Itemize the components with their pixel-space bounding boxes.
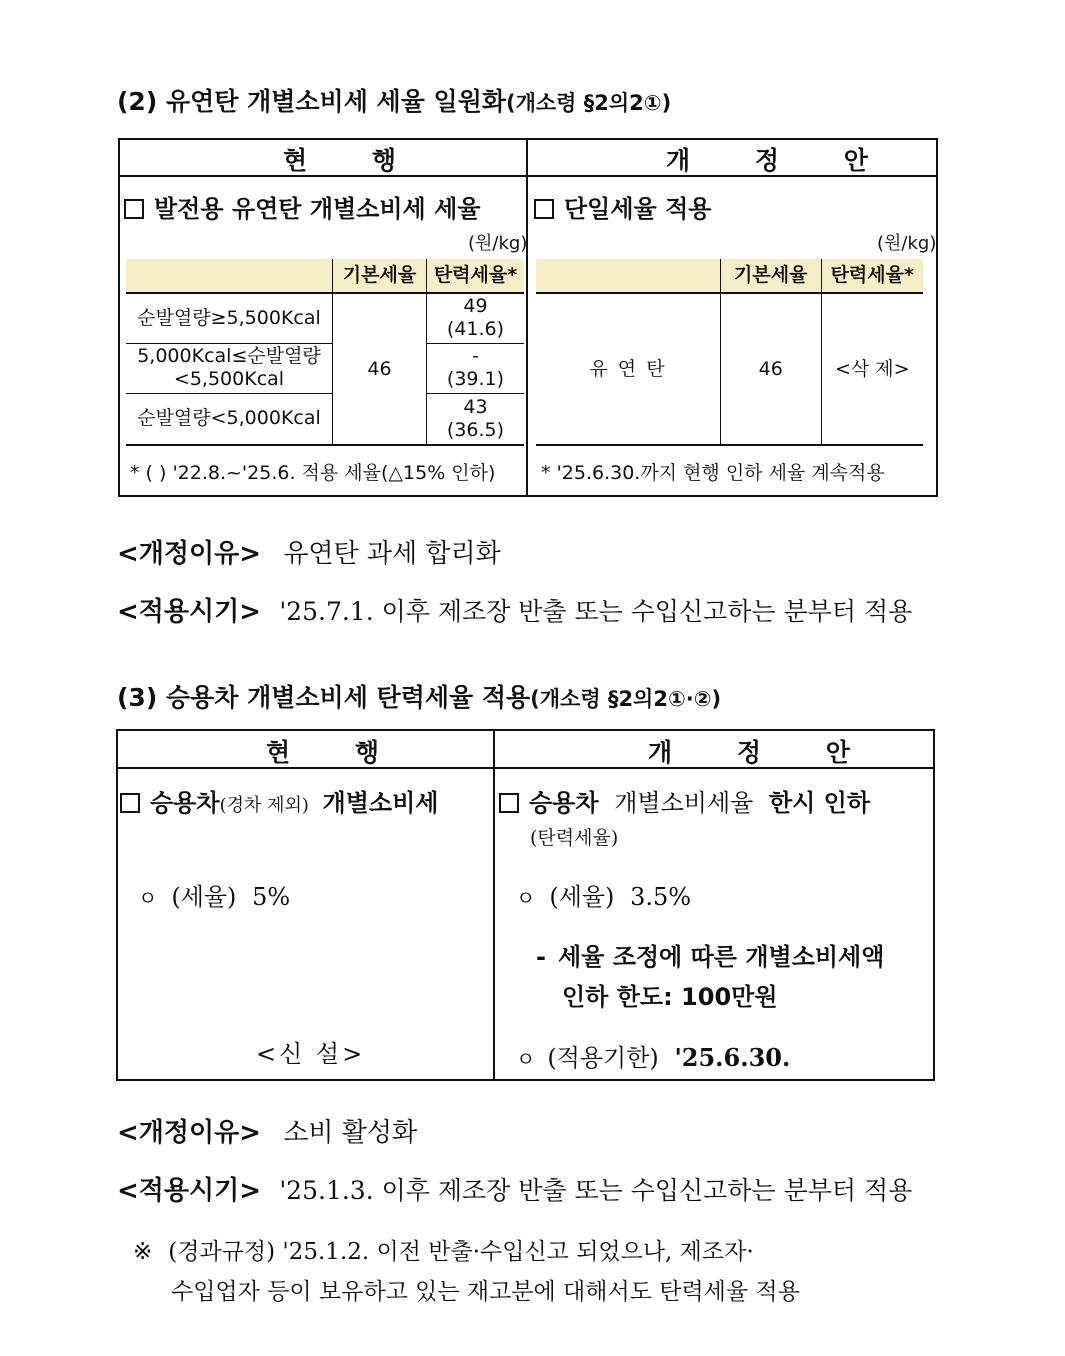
transition-line1: (경과규정) '25.1.2. 이전 반출·수입신고 되었으나, 제조자· — [168, 1239, 754, 1265]
reason-label: <개정이유> — [117, 539, 262, 569]
apply-text: '25.7.1. 이후 제조장 반출 또는 수입신고하는 분부터 적용 — [279, 597, 913, 626]
apply-label: <적용시기> — [117, 597, 262, 627]
section-2-current-unit: (원/kg) — [468, 233, 528, 254]
reason-label: <개정이유> — [117, 1118, 262, 1148]
section-3-current-item — [120, 783, 438, 818]
apply-label: <적용시기> — [117, 1176, 262, 1206]
section-3-title — [117, 678, 721, 714]
flex-rate-prev: (41.6) — [446, 318, 505, 341]
rate-value: 3.5% — [630, 883, 692, 911]
flex-rate-value: - — [472, 345, 479, 367]
rate-label: (세율) — [171, 883, 237, 911]
deadline-label: (적용기한) — [547, 1044, 659, 1072]
header-blank-cell — [536, 259, 720, 293]
item-vehicle: 승용차 — [529, 789, 599, 817]
item-vehicle: 승용차 — [150, 789, 220, 817]
item-temp-cut: 한시 인하 — [768, 789, 871, 817]
section-2-header-current: 현 행 — [283, 146, 425, 175]
section-3-current-rate — [138, 877, 290, 912]
apply-text: '25.1.3. 이후 제조장 반출 또는 수입신고하는 분부터 적용 — [279, 1176, 913, 1205]
base-rate-value: 46 — [333, 293, 427, 445]
header-flex-rate: 탄력세율* — [427, 259, 525, 293]
flex-rate-value: 49 — [463, 295, 488, 318]
circle-bullet-icon: ㅇ — [516, 886, 536, 910]
checkbox-square-icon — [499, 793, 519, 813]
section-3-ref: (개소령 §2의2①·②) — [530, 687, 722, 711]
section-3-header-current: 현 행 — [266, 738, 408, 767]
circle-bullet-icon: ㅇ — [138, 886, 158, 910]
section-3-title-text: (3) 승용차 개별소비세 탄력세율 적용 — [117, 683, 531, 712]
section-2-revised-item — [534, 189, 711, 224]
item-tax: 개별소비세 — [322, 789, 439, 817]
header-base-rate: 기본세율 — [720, 259, 821, 293]
section-3-revised-item-sub: (탄력세율) — [530, 827, 619, 849]
checkbox-square-icon — [120, 793, 140, 813]
section-2-revised-item-text: 단일세율 적용 — [564, 195, 712, 223]
section-3-revised-rate — [516, 877, 691, 912]
rate-label: (세율) — [549, 883, 615, 911]
section-3-revised-limit — [536, 937, 884, 972]
section-2-current-item — [124, 189, 480, 224]
section-2-header-revised: 개 정 안 — [666, 146, 896, 175]
flex-rate-value: 43 — [463, 395, 488, 418]
section-3-reason — [117, 1112, 417, 1149]
section-2-column-divider — [526, 138, 528, 497]
row-label: 순발열량≥5,500Kcal — [137, 306, 321, 329]
row-label: 유 연 탄 — [589, 357, 667, 380]
row-label: 순발열량<5,000Kcal — [137, 407, 321, 430]
section-2-current-note: * ( ) '22.8.~'25.6. 적용 세율(△15% 인하) — [130, 462, 496, 484]
section-3-column-divider — [493, 729, 495, 1081]
section-3-transition — [133, 1233, 754, 1266]
section-3-revised-item — [499, 783, 870, 818]
section-2-revised-note: * '25.6.30.까지 현행 인하 세율 계속적용 — [541, 462, 885, 484]
section-3-transition-line2: 수입업자 등이 보유하고 있는 재고분에 대해서도 탄력세율 적용 — [171, 1279, 800, 1305]
section-3-revised-limit-line2: 인하 한도: 100만원 — [562, 983, 778, 1011]
dash-bullet-icon: - — [536, 943, 546, 971]
base-rate-value: 46 — [720, 293, 821, 445]
section-2-apply — [117, 591, 912, 628]
row-label — [126, 343, 333, 393]
reason-text: 소비 활성화 — [283, 1118, 418, 1148]
section-3-apply — [117, 1170, 912, 1207]
section-2-revised-unit: (원/kg) — [877, 233, 937, 254]
flex-rate-cell — [427, 343, 525, 393]
limit-line1: 세율 조정에 따른 개별소비세액 — [557, 943, 885, 971]
circle-bullet-icon: ㅇ — [516, 1047, 536, 1071]
flex-rate-cell — [427, 293, 525, 343]
section-2-title-text: (2) 유연탄 개별소비세 세율 일원화 — [117, 87, 507, 116]
header-base-rate: 기본세율 — [333, 259, 427, 293]
section-2-current-rate-table — [126, 259, 524, 446]
row-label-line2: <5,500Kcal — [173, 368, 285, 390]
item-tax-rate: 개별소비세율 — [614, 789, 754, 817]
header-flex-rate: 탄력세율* — [821, 259, 923, 293]
flex-rate-prev: (36.5) — [446, 418, 505, 441]
section-2-reason — [117, 533, 501, 570]
flex-rate-value: <삭 제> — [821, 293, 923, 445]
rate-value: 5% — [252, 883, 291, 911]
section-3-current-new: <신 설> — [256, 1040, 366, 1068]
section-2-current-item-text: 발전용 유연탄 개별소비세 세율 — [154, 195, 481, 223]
flex-rate-prev: (39.1) — [446, 368, 505, 390]
section-3-revised-deadline — [516, 1038, 790, 1073]
reason-text: 유연탄 과세 합리화 — [283, 539, 501, 569]
section-2-title — [117, 82, 671, 118]
section-2-revised-rate-table — [536, 259, 923, 446]
reference-mark-icon: ※ — [133, 1239, 153, 1265]
item-exclusion: (경차 제외) — [219, 795, 309, 816]
deadline-value: '25.6.30. — [674, 1043, 791, 1072]
section-2-ref: (개소령 §2의2①) — [506, 91, 672, 115]
header-blank-cell — [126, 259, 333, 293]
checkbox-square-icon — [534, 199, 554, 219]
row-label-line1: 5,000Kcal≤순발열량 — [137, 345, 321, 367]
flex-rate-cell — [427, 393, 525, 445]
checkbox-square-icon — [124, 199, 144, 219]
section-3-header-revised: 개 정 안 — [648, 738, 878, 767]
